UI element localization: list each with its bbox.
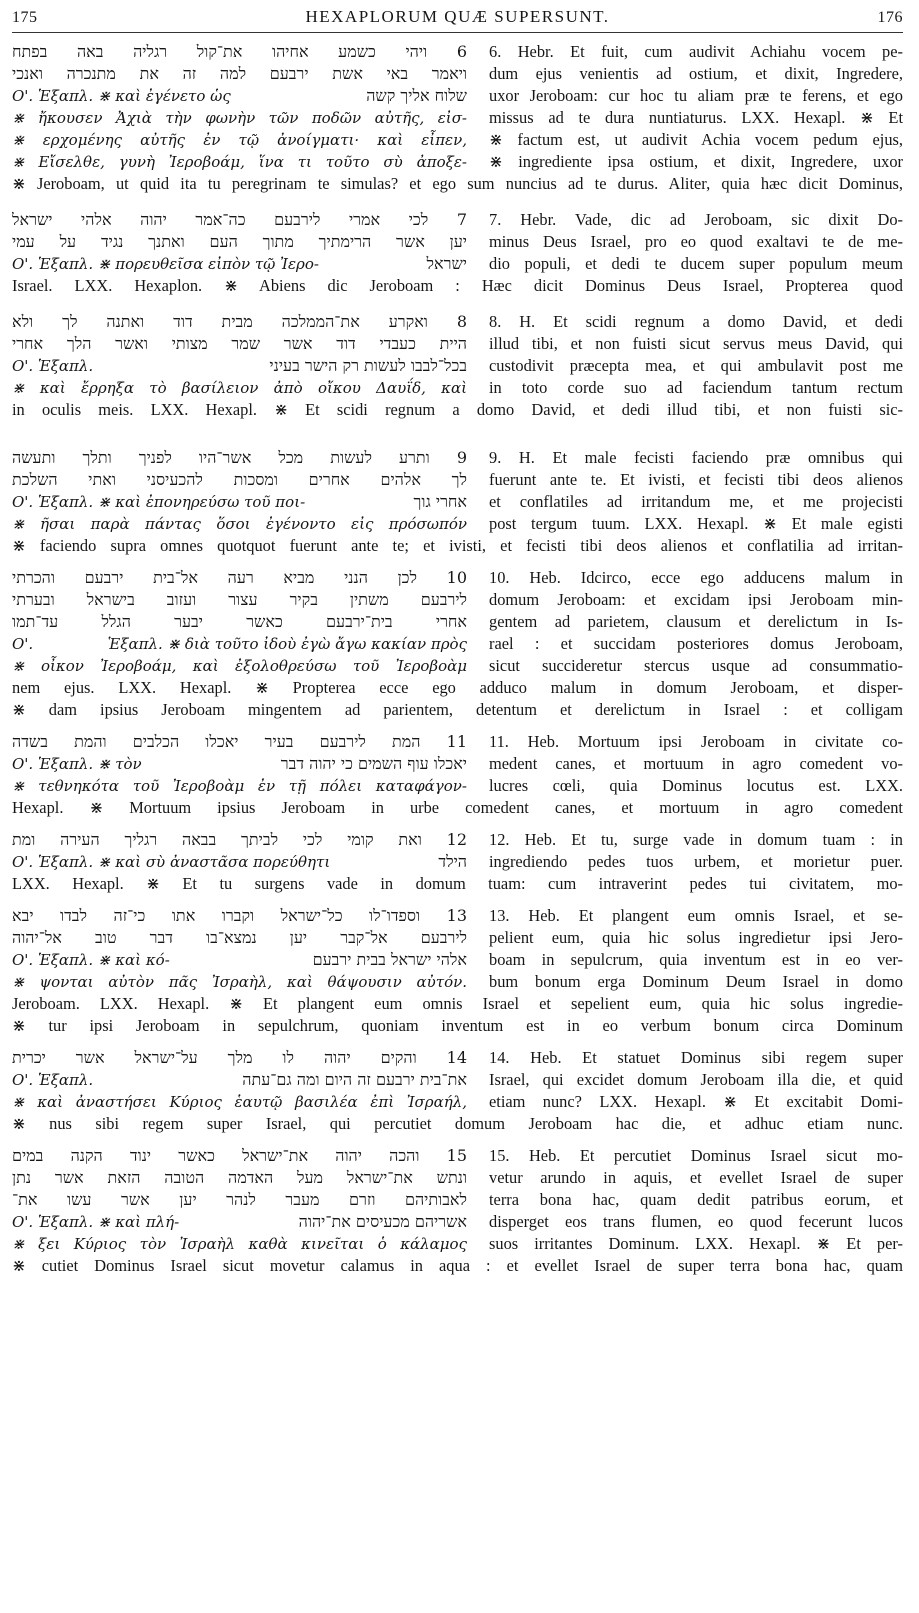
latin-line: lucres cœli, quia Dominus locutus est. LXX. xyxy=(489,776,903,795)
latin-line: et conflatiles ad irritandum me, et me projecisti xyxy=(489,492,903,511)
latin-line: gentem ad parietem, clausum et derelictum in Is- xyxy=(489,612,903,631)
latin-column xyxy=(489,1047,903,1113)
hebrew-line: 9 ותרע לעשות מכל אשר־היו לפניך ותלך ותעשה xyxy=(12,448,467,467)
latin-line: 11. Heb. Mortuum ipsi Jeroboam in civitate co- xyxy=(489,732,903,751)
greek-line: O'. xyxy=(12,635,34,653)
greek-line: O'. Ἑξαπλ. ⋇ καὶ ἐπονηρεύσω τοῦ ποι- xyxy=(12,493,306,511)
greek-line: O'. Ἑξαπλ. ⋇ καὶ πλή- xyxy=(12,1213,180,1231)
latin-column xyxy=(489,731,903,797)
latin-column xyxy=(489,905,903,993)
greek-line: O'. Ἑξαπλ. ⋇ πορευθεῖσα εἰπὸν τῷ Ἰερο- xyxy=(12,255,319,273)
latin-line: 15. Heb. Et percutiet Dominus Israel sicut mo- xyxy=(489,1146,903,1165)
hebrew-greek-column xyxy=(12,209,467,275)
hebrew-line: לך אלהים אחרים ומסכות להכעיסני ואתי השלכת xyxy=(12,470,467,489)
greek-line: ⋇ ξει Κύριος τὸν Ἰσραὴλ καθὰ κινεῖται ὁ κάλαμος xyxy=(12,1235,467,1253)
latin-column xyxy=(489,567,903,677)
latin-line: 6. Hebr. Et fuit, cum audivit Achiahu vocem pe- xyxy=(489,42,903,61)
latin-line: pelient eum, quia hic solus ingredietur ipsi Jero- xyxy=(489,928,903,947)
latin-line: sicut succideretur stercus usque ad consummatio- xyxy=(489,656,903,675)
hebrew-line: אלהי ישראל בבית ירבעם xyxy=(312,950,467,969)
latin-line: 7. Hebr. Vade, dic ad Jeroboam, sic dixit Do- xyxy=(489,210,903,229)
mixed-line xyxy=(12,633,467,655)
latin-line: etiam nunc? LXX. Hexapl. ⋇ Et excitabit Domi- xyxy=(489,1092,903,1111)
verse-entry xyxy=(12,731,903,819)
latin-full-width-line: LXX. Hexapl. ⋇ Et tu surgens vade in domum tuam: cum intraverint pedes tui civitatem, mo- xyxy=(12,874,903,893)
greek-line: O'. Ἑξαπλ. xyxy=(12,1071,94,1089)
latin-line: dio populi, et dedi te ducem super populum meum xyxy=(489,254,903,273)
verse-entry xyxy=(12,1145,903,1277)
mixed-line xyxy=(12,949,467,971)
latin-line: ⋇ ingrediente ipsa ostium, et dixit, Ingredere, uxor xyxy=(489,152,903,171)
latin-line: suos irritantes Dominum. LXX. Hexapl. ⋇ Et per- xyxy=(489,1234,903,1253)
latin-full-width-line: ⋇ dam ipsius Jeroboam mingentem ad parientem, detentum et derelictum in Israel : et colligam xyxy=(12,700,903,719)
hebrew-line: אחרי בית־ירבעם כאשר יבער הגלל עד־תמו xyxy=(12,612,467,631)
verse-entry xyxy=(12,447,903,557)
latin-line: boam in sepulcrum, quia inventum est in eo ver- xyxy=(489,950,903,969)
latin-line: disperget eos trans flumen, eo quod fecerunt lucos xyxy=(489,1212,903,1231)
hebrew-line: לירבעם משתין בקיר עצור ועזוב בישראל ובערתי xyxy=(12,590,467,609)
greek-line: ⋇ ερχομένης αὐτῆς ἐν τῷ ἀνοίγματι· καὶ εἶπεν, xyxy=(12,131,467,149)
hebrew-line: אחרי גוך xyxy=(413,492,467,511)
latin-line: 8. H. Et scidi regnum a domo David, et dedi xyxy=(489,312,903,331)
hebrew-line: 14 והקים יהוה לו מלך על־ישראל אשר יכרית xyxy=(12,1048,467,1067)
hebrew-line: אשריהם מכעיסים את־יהוה xyxy=(298,1212,467,1231)
latin-line: ingrediendo pedes tuos urbem, et morietur puer. xyxy=(489,852,903,871)
latin-column xyxy=(489,447,903,535)
latin-line: illud tibi, et non fuisti sicut servus meus David, qui xyxy=(489,334,903,353)
latin-line: 13. Heb. Et plangent eum omnis Israel, et se- xyxy=(489,906,903,925)
latin-full-width-line: Israel. LXX. Hexaplon. ⋇ Abiens dic Jeroboam : Hæc dicit Dominus Deus Israel, Propterea quod xyxy=(12,276,903,295)
latin-line: 10. Heb. Idcirco, ecce ego adducens malum in xyxy=(489,568,903,587)
latin-full-width-line: Hexapl. ⋇ Mortuum ipsius Jeroboam in urbe comedent canes, et mortuum in agro comedent xyxy=(12,798,903,817)
mixed-line xyxy=(12,355,467,377)
hebrew-line: הילד xyxy=(438,852,467,871)
latin-line: terra bona hac, quam dedit patribus eorum, et xyxy=(489,1190,903,1209)
latin-line: medent canes, et mortuum in agro comedent vo- xyxy=(489,754,903,773)
verse-entry xyxy=(12,905,903,1037)
right-page-number: 176 xyxy=(877,9,903,26)
greek-line: ⋇ Εἴσελθε, γυνὴ Ἰεροβοάμ, ἵνα τι τοῦτο σὺ ἀποξε- xyxy=(12,153,467,171)
mixed-line xyxy=(12,1069,467,1091)
verse-entry xyxy=(12,41,903,195)
hebrew-line: את־בית ירבעם זה היום ומה גם־עתה xyxy=(242,1070,467,1089)
hebrew-greek-column xyxy=(12,731,467,797)
hebrew-line: ישראל xyxy=(426,254,467,273)
hebrew-line: ויאמר באי אשת ירבעם למה זה את מתנכרה ואנכי xyxy=(12,64,467,83)
verse-entry xyxy=(12,311,903,421)
greek-line: ⋇ τεθνηκότα τοῦ Ἰεροβοὰμ ἐν τῇ πόλει καταφάγον- xyxy=(12,777,467,795)
greek-line: ⋇ ψονται αὐτὸν πᾶς Ἰσραὴλ, καὶ θάψουσιν αὐτόν. xyxy=(12,973,467,991)
hebrew-line: לירבעם אל־קבר יען נמצא־בו דבר טוב אל־יהוה xyxy=(12,928,467,947)
greek-line: ⋇ ῆσαι παρὰ πάντας ὅσοι ἐγένοντο εἰς πρόσωπόν xyxy=(12,515,467,533)
latin-line: vetur arundo in aquis, et evellet Israel de super xyxy=(489,1168,903,1187)
greek-line: O'. Ἑξαπλ. ⋇ τὸν xyxy=(12,755,142,773)
running-title: HEXAPLORUM QUÆ SUPERSUNT. xyxy=(305,7,610,26)
verse-entry xyxy=(12,1047,903,1135)
latin-full-width-line: ⋇ Jeroboam, ut quid ita tu peregrinam te simulas? et ego sum nuncius ad te durus. Aliter, quia hæc dicit Dominus, xyxy=(12,174,903,193)
hebrew-line: 13 וספדו־לו כל־ישראל וקברו אתו כי־זה לבדו יבא xyxy=(12,906,467,925)
hebrew-line: 7 לכי אמרי לירבעם כה־אמר יהוה אלהי ישראל xyxy=(12,210,467,229)
greek-line: Ἑξαπλ. ⋇ διὰ τοῦτο ἰδοὺ ἐγὼ ἄγω κακίαν πρὸς xyxy=(107,635,467,653)
hebrew-greek-column xyxy=(12,41,467,173)
greek-line: ⋇ οἶκον Ἰεροβοάμ, καὶ ἐξολοθρεύσω τοῦ Ἰεροβοὰμ xyxy=(12,657,467,675)
mixed-line xyxy=(12,491,467,513)
hebrew-line: ונתש את־ישראל מעל האדמה הטובה הזאת אשר נתן xyxy=(12,1168,467,1187)
hebrew-line: יען אשר הרימתיך מתוך העם ואתנך נגיד על עמי xyxy=(12,232,467,251)
latin-full-width-line: ⋇ faciendo supra omnes quotquot fuerunt ante te; et ivisti, et fecisti tibi deos alienos et conflatilia ad irritan- xyxy=(12,536,903,555)
latin-line: rael : et succidam posteriores domus Jeroboam, xyxy=(489,634,903,653)
latin-line: custodivit præcepta mea, et qui ambulavit post me xyxy=(489,356,903,375)
hebrew-greek-column xyxy=(12,447,467,535)
verse-entries xyxy=(12,33,903,1277)
hebrew-greek-column xyxy=(12,1047,467,1113)
hebrew-line: 11 המת לירבעם בעיר יאכלו הכלבים והמת בשדה xyxy=(12,732,467,751)
latin-line: missus ad te dura nuntiaturus. LXX. Hexapl. ⋇ Et xyxy=(489,108,903,127)
latin-full-width-line: ⋇ tur ipsi Jeroboam in sepulchrum, quoniam inventum est in eo verbum bonum circa Dominum xyxy=(12,1016,903,1035)
hebrew-line: היית כעבדי דוד אשר שמר מצותי ואשר הלך אחרי xyxy=(12,334,467,353)
hebrew-line: 12 ואת קומי לכי לביתך בבאה רגליך העירה ומת xyxy=(12,830,467,849)
latin-line: Israel, qui excidet domum Jeroboam illa die, et quid xyxy=(489,1070,903,1089)
latin-full-width-line: ⋇ cutiet Dominus Israel sicut movetur calamus in aqua : et evellet Israel de super terra bona hac, quam xyxy=(12,1256,903,1275)
mixed-line xyxy=(12,851,467,873)
latin-full-width-line: nem ejus. LXX. Hexapl. ⋇ Propterea ecce ego adduco malum in domum Jeroboam, et disper- xyxy=(12,678,903,697)
latin-column xyxy=(489,209,903,275)
mixed-line xyxy=(12,85,467,107)
hebrew-line: 8 ואקרע את־הממלכה מבית דוד ואתנה לך ולא xyxy=(12,312,467,331)
latin-line: uxor Jeroboam: cur hoc tu aliam præ te ferens, et ego xyxy=(489,86,903,105)
hebrew-line: לאבותיהם וזרם מעבר לנהר יען אשר עשו את־ xyxy=(12,1190,467,1209)
hebrew-line: 15 והכה יהוה את־ישראל כאשר ינוד הקנה במים xyxy=(12,1146,467,1165)
latin-line: in toto corde suo ad faciendum tantum rectum xyxy=(489,378,903,397)
latin-full-width-line: Jeroboam. LXX. Hexapl. ⋇ Et plangent eum omnis Israel et sepelient eum, quia hic solus ingredie- xyxy=(12,994,903,1013)
latin-column xyxy=(489,829,903,873)
latin-column xyxy=(489,311,903,399)
greek-line: O'. Ἑξαπλ. ⋇ καὶ σὺ ἀναστᾶσα πορεύθητι xyxy=(12,853,331,871)
latin-line: domum Jeroboam: et excidam ipsi Jeroboam min- xyxy=(489,590,903,609)
verse-entry xyxy=(12,567,903,721)
latin-column xyxy=(489,1145,903,1255)
verse-entry xyxy=(12,829,903,895)
hebrew-greek-column xyxy=(12,829,467,873)
mixed-line xyxy=(12,753,467,775)
latin-line: 12. Heb. Et tu, surge vade in domum tuam : in xyxy=(489,830,903,849)
hebrew-line: יאכלו עוף השמים כי יהוה דבר xyxy=(280,754,467,773)
greek-line: ⋇ καὶ ἔρρηξα τὸ βασίλειον ἀπὸ οἴκου Δαυΐδ, καὶ xyxy=(12,379,467,397)
latin-line: ⋇ factum est, ut audivit Achia vocem pedum ejus, xyxy=(489,130,903,149)
hebrew-line: שלוח אליך קשה xyxy=(366,86,467,105)
latin-full-width-line: in oculis meis. LXX. Hexapl. ⋇ Et scidi regnum a domo David, et dedi illud tibi, et non fuisti sic- xyxy=(12,400,903,419)
greek-line: O'. Ἑξαπλ. xyxy=(12,357,94,375)
hebrew-greek-column xyxy=(12,905,467,993)
greek-line: ⋇ ἤκουσεν Ἀχιὰ τὴν φωνὴν τῶν ποδῶν αὐτῆς, εἰσ- xyxy=(12,109,467,127)
left-page-number: 175 xyxy=(12,9,38,26)
latin-line: minus Deus Israel, pro eo quod exaltavi te de me- xyxy=(489,232,903,251)
running-header xyxy=(12,6,903,33)
latin-column xyxy=(489,41,903,173)
greek-line: ⋇ καὶ ἀναστήσει Κύριος ἑαυτῷ βασιλέα ἐπὶ Ἰσραήλ, xyxy=(12,1093,467,1111)
hebrew-greek-column xyxy=(12,1145,467,1255)
hebrew-line: בכל־לבבו לעשות רק הישר בעיני xyxy=(269,356,467,375)
latin-line: fuerunt ante te. Et ivisti, et fecisti tibi deos alienos xyxy=(489,470,903,489)
latin-line: 9. H. Et male fecisti faciendo præ omnibus qui xyxy=(489,448,903,467)
latin-full-width-line: ⋇ nus sibi regem super Israel, qui percutiet domum Jeroboam hac die, et adhuc etiam nunc. xyxy=(12,1114,903,1133)
mixed-line xyxy=(12,253,467,275)
hebrew-greek-column xyxy=(12,567,467,677)
verse-entry xyxy=(12,209,903,297)
latin-line: 14. Heb. Et statuet Dominus sibi regem super xyxy=(489,1048,903,1067)
hebrew-line: 6 ויהי כשמע אחיהו את־קול רגליה באה בפתח xyxy=(12,42,467,61)
hebrew-greek-column xyxy=(12,311,467,399)
mixed-line xyxy=(12,1211,467,1233)
greek-line: O'. Ἑξαπλ. ⋇ καὶ ἐγένετο ὡς xyxy=(12,87,231,105)
latin-line: dum ejus venientis ad ostium, et dixit, Ingredere, xyxy=(489,64,903,83)
hebrew-line: 10 לכן הנני מביא רעה אל־בית ירבעם והכרתי xyxy=(12,568,467,587)
latin-line: bum bonum erga Dominum Deum Israel in domo xyxy=(489,972,903,991)
greek-line: O'. Ἑξαπλ. ⋇ καὶ κό- xyxy=(12,951,170,969)
latin-line: post tergum tuum. LXX. Hexapl. ⋇ Et male egisti xyxy=(489,514,903,533)
